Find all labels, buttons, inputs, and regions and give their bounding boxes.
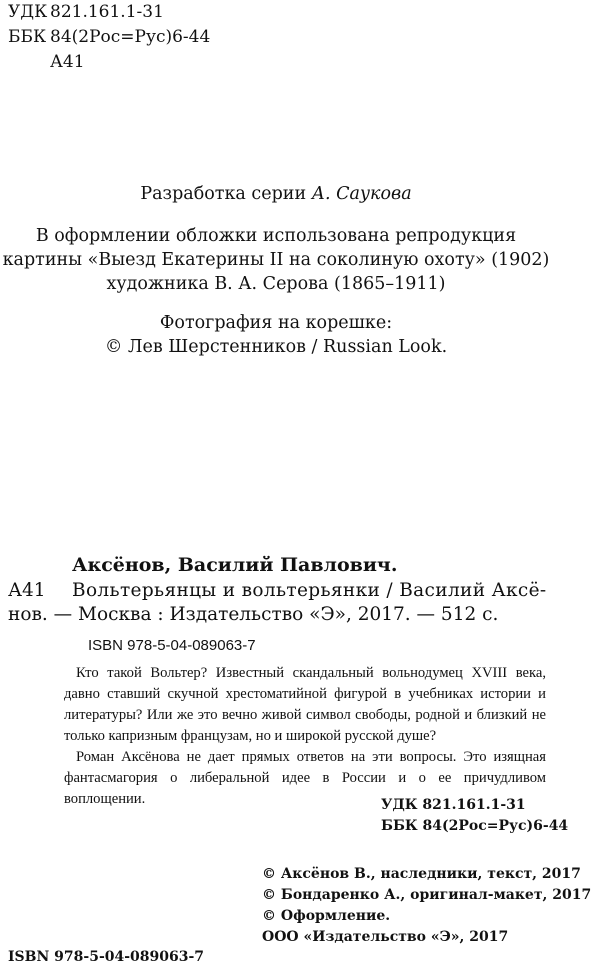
annotation-paragraph-1: Кто такой Вольтер? Известный скандальный вольнодумец XVIII века, давно ставший скучной хрестоматийной фигурой в учебниках истории и литературы? Или же это вечно живой символ свободы, родной и близкий не только капризным французам, но и широкой русской душе? <box>64 665 546 744</box>
isbn-bottom: ISBN 978-5-04-089063-7 <box>8 949 205 965</box>
cover-credit-line1: В оформлении обложки использована репродукция <box>35 226 517 246</box>
isbn-middle: ISBN 978-5-04-089063-7 <box>88 637 256 654</box>
photo-credit-line2: © Лев Шерстенников / Russian Look. <box>104 337 448 357</box>
series-credit-prefix: Разработка серии <box>140 184 307 204</box>
copyright-line3: © Оформление. <box>262 908 391 924</box>
series-credit <box>0 182 552 206</box>
annotation <box>64 663 546 810</box>
bibliography-line2: нов. — Москва : Издательство «Э», 2017. — 512 с. <box>8 604 499 625</box>
author-mark: А41 <box>50 52 85 72</box>
bibliography-code: А41 <box>8 580 46 601</box>
copyright-line1: © Аксёнов В., наследники, текст, 2017 <box>262 866 581 882</box>
bottom-udk: УДК 821.161.1-31 <box>381 797 526 813</box>
cover-credit-line3: художника В. А. Серова (1865–1911) <box>106 274 446 294</box>
bottom-bbk: ББК 84(2Рос=Рус)6-44 <box>381 818 569 834</box>
bbk-label: ББК <box>8 27 47 47</box>
cover-credit-line2: картины «Выезд Екатерины II на соколиную охоту» (1902) <box>2 250 550 270</box>
copyright-line4: ООО «Издательство «Э», 2017 <box>262 929 509 945</box>
bibliography-line1: Вольтерьянцы и вольтерьянки / Василий Аксё- <box>72 580 547 601</box>
bibliography-author: Аксёнов, Василий Павлович. <box>72 554 398 576</box>
annotation-paragraph-2: Роман Аксёнова не дает прямых ответов на эти вопросы. Это изящная фантасмагория о либеральной идее в России и о ее причудливом воплощении. <box>64 749 546 807</box>
series-credit-author: А. Саукова <box>311 184 412 204</box>
udk-label: УДК <box>8 2 48 22</box>
photo-credit-line1: Фотография на корешке: <box>159 313 393 333</box>
udk-value: 821.161.1-31 <box>50 2 164 22</box>
bbk-value: 84(2Рос=Рус)6-44 <box>50 27 211 47</box>
copyright-line2: © Бондаренко А., оригинал-макет, 2017 <box>262 887 591 903</box>
